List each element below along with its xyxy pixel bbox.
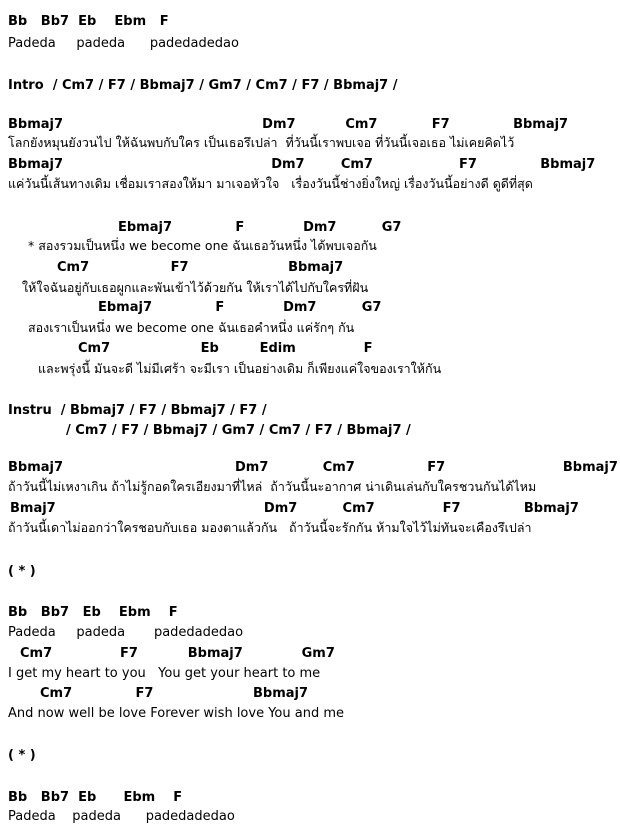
lyric-line-chorus3: สองเราเป็นหนึ่ง we become one ฉันเธอคำหนึ่ง แค่รักๆ กัน <box>28 320 355 335</box>
lyric-line-verse1b: แค่วันนี้เส้นทางเดิม เชื่อมเราสองให้มา มาเจอหัวใจ เรื่องวันนี้ช่างยิ่งใหญ่ เรื่องวันนี้อย่างดี ดูดีที่สุด <box>8 176 533 191</box>
intro-progression: Intro / Cm7 / F7 / Bbmaj7 / Gm7 / Cm7 / F7 / Bbmaj7 / <box>8 78 398 93</box>
chord-line-verse2b: Bmaj7 Dm7 Cm7 F7 Bbmaj7 <box>10 501 579 516</box>
chorus-repeat-marker-1: ( * ) <box>8 564 36 579</box>
chorus-repeat-marker-2: ( * ) <box>8 748 36 763</box>
chord-line-chorus2: Cm7 F7 Bbmaj7 <box>57 260 344 275</box>
lyric-line-verse1a: โลกยังหมุนยังวนไป ให้ฉันพบกับใคร เป็นเธอรึเปล่า ที่วันนี้เราพบเจอ ที่วันนี้เจอเธอ ไม่เคยคิดไว้ <box>8 135 515 150</box>
lyric-line-outro: Padeda padeda padedadedao <box>8 809 235 824</box>
lyric-line-bridge2: I get my heart to you You get your heart to me <box>8 666 321 681</box>
lyric-line-verse2b: ถ้าวันนี้เดาไม่ออกว่าใครชอบกับเธอ มองตาแล้วกัน ถ้าวันนี้จะรักกัน ห้ามใจไว้ไม่ทันจะเคืองรึเปล่า <box>8 520 532 535</box>
chord-line-chorus4: Cm7 Eb Edim F <box>78 341 373 356</box>
chord-line-bridge1: Bb Bb7 Eb Ebm F <box>8 605 178 620</box>
lyric-line-chorus4: และพรุ่งนี้ มันจะดี ไม่มีเศร้า จะมีเรา เป็นอย่างเดิม ก็เพียงแค่ใจของเราให้กัน <box>38 361 442 376</box>
chord-line-bridge2: Cm7 F7 Bbmaj7 Gm7 <box>20 646 335 661</box>
chord-line-bridge3: Cm7 F7 Bbmaj7 <box>40 686 309 701</box>
chord-line-chorus1: Ebmaj7 F Dm7 G7 <box>118 220 402 235</box>
lyric-line-verse2a: ถ้าวันนี้ไม่เหงาเกิน ถ้าไม่รู้กอดใครเอียงมาที่ไหล่ ถ้าวันนี้นะอากาศ น่าเดินเล่นกับใครชวนกันได้ไหม <box>8 479 537 494</box>
chord-line-outro: Bb Bb7 Eb Ebm F <box>8 790 183 805</box>
chord-line-verse1b: Bbmaj7 Dm7 Cm7 F7 Bbmaj7 <box>8 157 596 172</box>
instru-progression-2: / Cm7 / F7 / Bbmaj7 / Gm7 / Cm7 / F7 / Bbmaj7 / <box>66 423 411 438</box>
chord-line-1: Bb Bb7 Eb Ebm F <box>8 14 169 29</box>
chord-line-verse2a: Bbmaj7 Dm7 Cm7 F7 Bbmaj7 <box>8 460 618 475</box>
instru-progression-1: Instru / Bbmaj7 / F7 / Bbmaj7 / F7 / <box>8 403 267 418</box>
lyric-line-chorus1: * สองรวมเป็นหนึ่ง we become one ฉันเธอวันหนึ่ง ได้พบเจอกัน <box>28 238 377 253</box>
lyric-line-bridge1: Padeda padeda padedadedao <box>8 625 244 640</box>
lyric-line-chorus2: ให้ใจฉันอยู่กับเธอผูกและพันเข้าไว้ด้วยกัน ให้เราได้ไปกับใครที่ฝัน <box>22 280 369 295</box>
chord-line-chorus3: Ebmaj7 F Dm7 G7 <box>98 300 382 315</box>
lyric-line-bridge3: And now well be love Forever wish love You and me <box>8 706 344 721</box>
lyric-line-1: Padeda padeda padedadedao <box>8 36 239 51</box>
chord-line-verse1a: Bbmaj7 Dm7 Cm7 F7 Bbmaj7 <box>8 117 569 132</box>
